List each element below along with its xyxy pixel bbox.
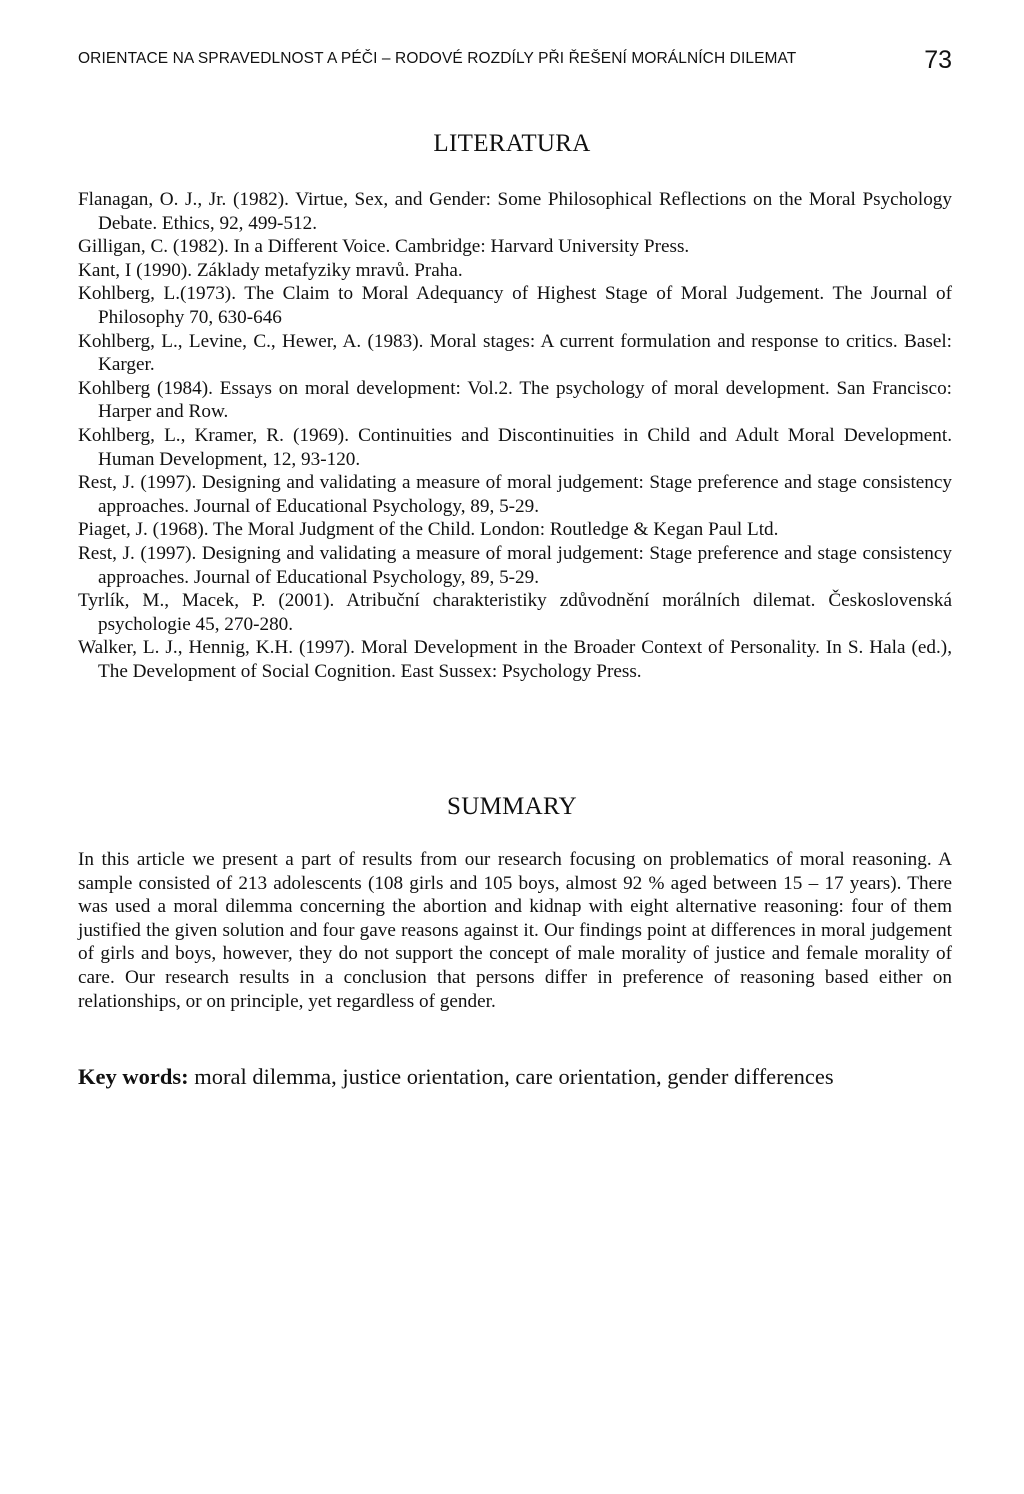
reference-item: Tyrlík, M., Macek, P. (2001). Atribuční charakteristiky zdůvodnění morálních dilemat. Československá psychologie 45, 270-280. — [78, 590, 952, 635]
reference-item: Kohlberg, L., Kramer, R. (1969). Continuities and Discontinuities in Child and Adult Moral Development. Human Development, 12, 93-120. — [78, 424, 952, 470]
reference-item: Rest, J. (1997). Designing and validating a measure of moral judgement: Stage preference and stage consistency approaches. Journal of Educational Psychology, 89, 5-29. — [78, 472, 952, 517]
reference-item: Kohlberg, L., Levine, C., Hewer, A. (1983). Moral stages: A current formulation and response to critics. Basel: Karger. — [78, 330, 952, 376]
keywords-line — [78, 1063, 952, 1091]
summary-heading: SUMMARY — [447, 793, 577, 820]
reference-item: Kant, I (1990). Základy metafyziky mravů. Praha. — [78, 259, 463, 281]
reference-item: Rest, J. (1997). Designing and validating a measure of moral judgement: Stage preference and stage consistency approaches. Journal of Educational Psychology, 89, 5-29. — [78, 542, 952, 588]
reference-item: Kohlberg, L.(1973). The Claim to Moral Adequancy of Highest Stage of Moral Judgement. The Journal of Philosophy 70, 630-646 — [78, 283, 952, 328]
reference-list — [78, 188, 952, 683]
summary-paragraph: In this article we present a part of results from our research focusing on problematics of moral reasoning. A sample consisted of 213 adolescents (108 girls and 105 boys, almost 92 % aged between 15 – 17 years). There was used a moral dilemma concerning the abortion and kidnap with eight alternative reasoning: four of them justified the given solution and four gave reasons against it. Our findings point at differences in moral judgement of girls and boys, however, they do not support the concept of male morality of justice and female morality of care. Our research results in a conclusion that persons differ in preference of reasoning based either on relationships, or on principle, yet regardless of gender. — [78, 849, 952, 1012]
reference-item: Gilligan, C. (1982). In a Different Voice. Cambridge: Harvard University Press. — [78, 236, 690, 258]
reference-item: Kohlberg (1984). Essays on moral development: Vol.2. The psychology of moral development. San Francisco: Harper and Row. — [78, 377, 952, 423]
keywords-label: Key words: — [78, 1064, 189, 1089]
reference-item: Flanagan, O. J., Jr. (1982). Virtue, Sex, and Gender: Some Philosophical Reflections on the Moral Psychology Debate. Ethics, 92, 499-512. — [78, 189, 952, 234]
keywords-text: moral dilemma, justice orientation, care orientation, gender differences — [194, 1064, 834, 1089]
reference-item: Walker, L. J., Hennig, K.H. (1997). Moral Development in the Broader Context of Personality. In S. Hala (ed.), The Development of Social Cognition. East Sussex: Psychology Press. — [78, 637, 952, 682]
literatura-heading: LITERATURA — [433, 130, 591, 157]
reference-item: Piaget, J. (1968). The Moral Judgment of the Child. London: Routledge & Kegan Paul Ltd. — [78, 519, 779, 541]
page-number: 73 — [924, 46, 952, 74]
running-head-title: ORIENTACE NA SPRAVEDLNOST A PÉČI – RODOVÉ ROZDÍLY PŘI ŘEŠENÍ MORÁLNÍCH DILEMAT — [78, 50, 797, 67]
running-head — [78, 46, 958, 76]
